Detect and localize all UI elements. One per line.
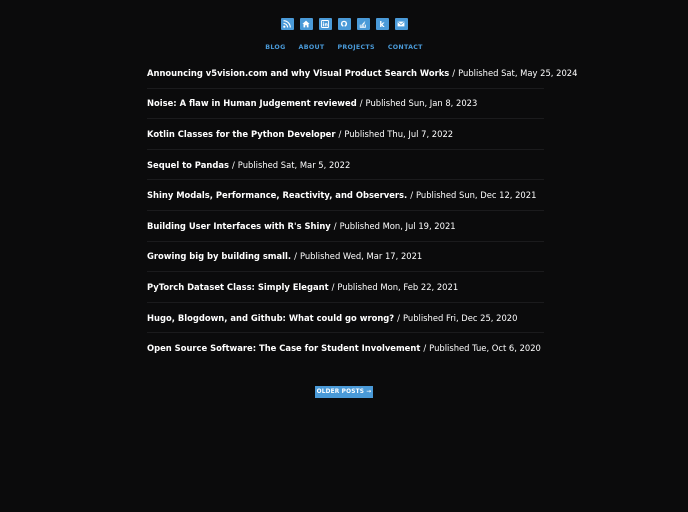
post-separator: /: [423, 343, 427, 354]
post-item: [147, 242, 544, 273]
github-icon: [340, 20, 348, 28]
post-list: [147, 58, 578, 363]
post-date: Published Sun, Jan 8, 2023: [365, 98, 478, 109]
post-item: [147, 89, 544, 120]
post-title-link[interactable]: Announcing v5vision.com and why Visual Product Search Works: [147, 67, 450, 78]
github-link[interactable]: [338, 18, 351, 30]
post-date: Published Tue, Oct 6, 2020: [429, 343, 541, 354]
post-item: [147, 58, 578, 89]
post-date: Published Wed, Mar 17, 2021: [299, 251, 423, 262]
linkedin-link[interactable]: [319, 18, 332, 30]
main-nav: [0, 44, 688, 51]
post-separator: /: [410, 190, 414, 201]
kaggle-link[interactable]: [376, 18, 389, 30]
nav-about[interactable]: ABOUT: [298, 44, 325, 51]
post-title-link[interactable]: Shiny Modals, Performance, Reactivity, and Observers.: [147, 190, 408, 201]
post-date: Published Fri, Dec 25, 2020: [403, 312, 518, 323]
kaggle-letter: k: [379, 19, 385, 29]
post-title-link[interactable]: PyTorch Dataset Class: Simply Elegant: [147, 281, 329, 292]
email-icon: [397, 20, 405, 28]
post-separator: /: [331, 281, 335, 292]
post-item: [147, 303, 544, 334]
post-separator: /: [294, 251, 297, 262]
nav-blog[interactable]: BLOG: [265, 44, 286, 51]
post-title-link[interactable]: Sequel to Pandas: [147, 159, 229, 170]
post-title-link[interactable]: Kotlin Classes for the Python Developer: [147, 128, 336, 139]
post-separator: /: [333, 220, 337, 231]
post-item: [147, 272, 544, 303]
post-title-link[interactable]: Noise: A flaw in Human Judgement reviewed: [147, 98, 357, 109]
social-links: [0, 18, 688, 30]
post-item: [147, 150, 544, 181]
stackoverflow-icon: [359, 20, 367, 28]
older-posts-button[interactable]: OLDER POSTS →: [315, 386, 373, 398]
stackoverflow-link[interactable]: [357, 18, 370, 30]
post-separator: /: [231, 159, 235, 170]
post-title-link[interactable]: Hugo, Blogdown, and Github: What could go wrong?: [147, 312, 395, 323]
rss-icon: [283, 20, 291, 28]
post-item: [147, 180, 544, 211]
post-date: Published Thu, Jul 7, 2022: [344, 128, 454, 139]
post-title-link[interactable]: Growing big by building small.: [147, 251, 292, 262]
post-separator: /: [452, 67, 456, 78]
post-separator: /: [338, 128, 342, 139]
rss-link[interactable]: [281, 18, 294, 30]
nav-projects[interactable]: PROJECTS: [337, 44, 375, 51]
post-item: [147, 119, 544, 150]
post-date: Published Mon, Jul 19, 2021: [339, 220, 456, 231]
linkedin-icon: [321, 20, 329, 28]
post-date: Published Sat, Mar 5, 2022: [237, 159, 351, 170]
post-separator: /: [359, 98, 363, 109]
post-date: Published Sat, May 25, 2024: [458, 67, 578, 78]
home-icon: [302, 20, 310, 28]
home-link[interactable]: [300, 18, 313, 30]
post-title-link[interactable]: Open Source Software: The Case for Student Involvement: [147, 343, 421, 354]
nav-contact[interactable]: CONTACT: [387, 44, 423, 51]
email-link[interactable]: [395, 18, 408, 30]
post-title-link[interactable]: Building User Interfaces with R's Shiny: [147, 220, 331, 231]
kaggle-icon: [378, 20, 386, 28]
post-separator: /: [397, 312, 400, 323]
post-item: [147, 333, 544, 363]
post-date: Published Mon, Feb 22, 2021: [337, 281, 459, 292]
post-date: Published Sun, Dec 12, 2021: [416, 190, 537, 201]
post-item: [147, 211, 544, 242]
